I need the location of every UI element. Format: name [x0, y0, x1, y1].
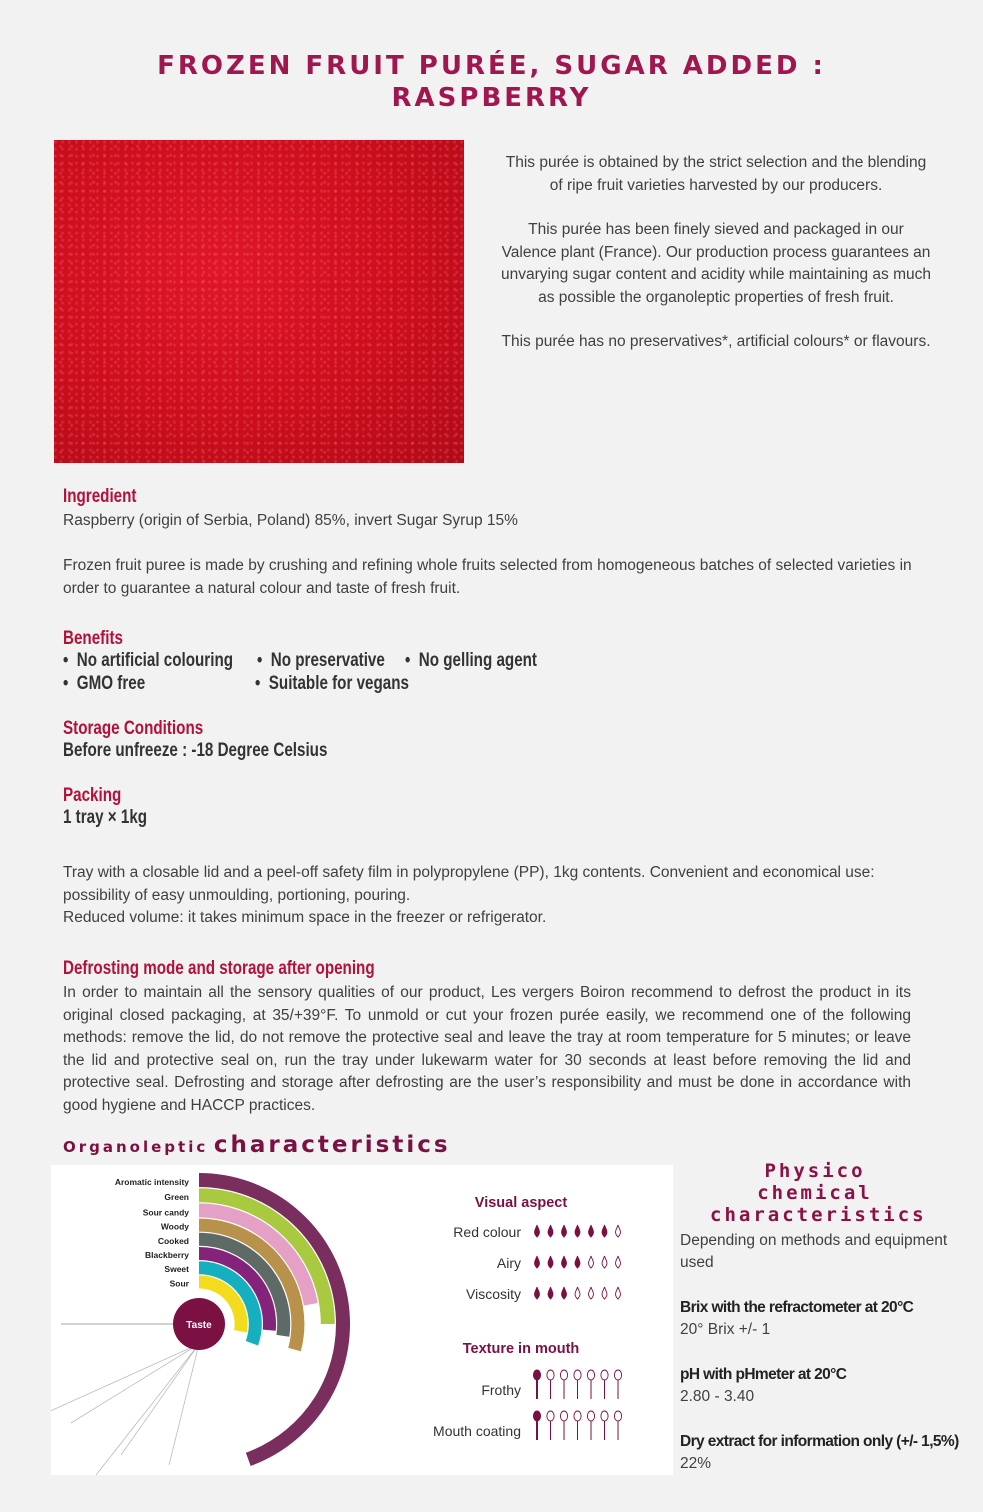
drop-icon: [602, 1225, 607, 1237]
drop-icon: [548, 1287, 553, 1299]
drop-icon: [575, 1256, 580, 1268]
texture-label: Frothy: [481, 1382, 521, 1398]
drop-icon: [575, 1225, 580, 1237]
drop-icon: [616, 1225, 621, 1237]
defrosting-heading: Defrosting mode and storage after opening: [63, 958, 375, 979]
physico-title-line-1: Physico chemical: [757, 1160, 873, 1204]
arc-label: Green: [164, 1192, 189, 1203]
benefit-label: Suitable for vegans: [268, 673, 409, 694]
benefit-item: • GMO free: [63, 673, 146, 694]
title-line-1: FROZEN FRUIT PURÉE, SUGAR ADDED :: [157, 51, 826, 81]
spoon-icon: [614, 1411, 621, 1421]
drop-icon: [535, 1225, 540, 1237]
ingredient-heading: Ingredient: [63, 486, 137, 507]
drop-icon: [548, 1225, 553, 1237]
guide-line: [169, 1344, 199, 1465]
texture-heading: Texture in mouth: [462, 1341, 580, 1357]
visual-label: Red colour: [453, 1224, 521, 1240]
page-title: [0, 50, 983, 114]
physico-note: Depending on methods and equipment used: [680, 1232, 948, 1271]
organoleptic-chart: [51, 1165, 673, 1475]
benefit-item: • No preservative: [257, 650, 385, 671]
drop-icon: [535, 1287, 540, 1299]
drop-icon: [589, 1287, 594, 1299]
benefit-label: No gelling agent: [418, 650, 537, 671]
drop-icon: [575, 1287, 580, 1299]
intro-paragraph: This purée has been finely sieved and packaged in our Valence plant (France). Our production process guarantees an unvarying sugar content and acidity while maintaining as much as possible the organoleptic properties of fresh fruit.: [501, 221, 931, 306]
physico-item-value: 20° Brix +/- 1: [680, 1321, 771, 1338]
drop-icon: [602, 1256, 607, 1268]
taste-label: Taste: [186, 1320, 212, 1331]
physico-title-line-2: characteristics: [710, 1204, 927, 1226]
ingredient-line: Raspberry (origin of Serbia, Poland) 85%, invert Sugar Syrup 15%: [63, 512, 518, 529]
drop-icon: [562, 1225, 567, 1237]
spoon-icon: [587, 1370, 594, 1380]
benefit-item: • No artificial colouring: [63, 650, 234, 671]
drop-icon: [589, 1256, 594, 1268]
raspberry-puree-photo: [54, 140, 464, 463]
guide-line: [71, 1344, 199, 1423]
intro-text: [500, 152, 932, 376]
organoleptic-title-small: Organoleptic: [63, 1138, 209, 1156]
spoon-icon: [601, 1411, 608, 1421]
guide-line: [51, 1344, 199, 1413]
drop-icon: [589, 1225, 594, 1237]
drop-icon: [562, 1256, 567, 1268]
storage-value: Before unfreeze : -18 Degree Celsius: [63, 740, 328, 761]
physico-item-value: 22%: [680, 1455, 712, 1472]
physico-item-value: 2.80 - 3.40: [680, 1388, 755, 1405]
packing-description-2: Reduced volume: it takes minimum space in the freezer or refrigerator.: [63, 909, 547, 926]
benefit-item: • Suitable for vegans: [255, 673, 409, 694]
packing-description: Tray with a closable lid and a peel-off safety film in polypropylene (PP), 1kg contents. Convenient and economical use: possibility of easy unmoulding, portioning, pouring.: [63, 864, 875, 904]
arc-label: Sweet: [164, 1264, 189, 1275]
visual-heading: Visual aspect: [474, 1195, 568, 1211]
texture-label: Mouth coating: [433, 1423, 521, 1439]
physico-title: [710, 1160, 927, 1226]
drop-icon: [548, 1256, 553, 1268]
packing-heading: Packing: [63, 785, 122, 806]
organoleptic-title-big: characteristics: [213, 1132, 451, 1158]
visual-label: Airy: [496, 1255, 521, 1271]
title-line-2: RASPBERRY: [391, 83, 592, 113]
spoon-icon: [574, 1370, 581, 1380]
physico-item-label: Dry extract for information only (+/- 1,5%): [680, 1433, 959, 1450]
spoon-icon: [533, 1370, 540, 1380]
defrosting-text: In order to maintain all the sensory qualities of our product, Les vergers Boiron recommend to defrost the product in its original closed packaging, at 35/+39°F. To unmold or cut your frozen purée easily, we recommend one of the following methods: remove the lid, do not remove the protective seal and leave the tray at room temperature for 5 minutes; or leave the lid and protective seal on, run the tray under lukewarm water for 30 seconds at least before removing the lid and protective seal. Defrosting and storage after defrosting are the user’s responsibility and must be done in accordance with good hygiene and HACCP practices.: [63, 984, 911, 1114]
guide-line: [96, 1344, 199, 1475]
arc-label: Aromatic intensity: [114, 1177, 189, 1187]
drop-icon: [616, 1256, 621, 1268]
spoon-icon: [533, 1411, 540, 1421]
drop-icon: [616, 1287, 621, 1299]
drop-icon: [535, 1256, 540, 1268]
arc-label: Cooked: [157, 1235, 189, 1246]
intro-paragraph: This purée is obtained by the strict selection and the blending of ripe fruit varieties harvested by our producers.: [505, 154, 927, 194]
spoon-icon: [614, 1370, 621, 1380]
storage-heading: Storage Conditions: [63, 718, 204, 739]
spoon-icon: [560, 1370, 567, 1380]
benefit-label: GMO free: [76, 673, 146, 694]
physico-item: [680, 1297, 970, 1341]
physico-list: [680, 1230, 970, 1498]
benefit-label: No artificial colouring: [76, 650, 234, 671]
spoon-icon: [547, 1370, 554, 1380]
guide-line: [121, 1344, 199, 1455]
arc-label: Woody: [160, 1221, 189, 1232]
arc-label: Sour candy: [142, 1207, 189, 1218]
organoleptic-title: [63, 1132, 451, 1158]
physico-item-label: Brix with the refractometer at 20°C: [680, 1299, 914, 1316]
physico-item: [680, 1431, 970, 1475]
ingredient-description: Frozen fruit puree is made by crushing and refining whole fruits selected from homogeneous batches of selected varieties in order to guarantee a natural colour and taste of fresh fruit.: [63, 557, 912, 597]
spoon-icon: [574, 1411, 581, 1421]
benefits-heading: Benefits: [63, 628, 123, 649]
physico-item: [680, 1364, 970, 1408]
benefit-item: • No gelling agent: [405, 650, 537, 671]
spoon-icon: [547, 1411, 554, 1421]
intro-paragraph: This purée has no preservatives*, artificial colours* or flavours.: [501, 333, 931, 350]
spoon-icon: [601, 1370, 608, 1380]
arc-label: Blackberry: [145, 1250, 189, 1260]
spoon-icon: [560, 1411, 567, 1421]
organoleptic-panel: [51, 1165, 673, 1475]
drop-icon: [602, 1287, 607, 1299]
drop-icon: [562, 1287, 567, 1299]
benefit-label: No preservative: [270, 650, 385, 671]
arc-label: Sour: [169, 1278, 189, 1289]
packing-value: 1 tray × 1kg: [63, 807, 148, 828]
physico-item-label: pH with pHmeter at 20°C: [680, 1366, 847, 1383]
visual-label: Viscosity: [466, 1286, 521, 1302]
spoon-icon: [587, 1411, 594, 1421]
